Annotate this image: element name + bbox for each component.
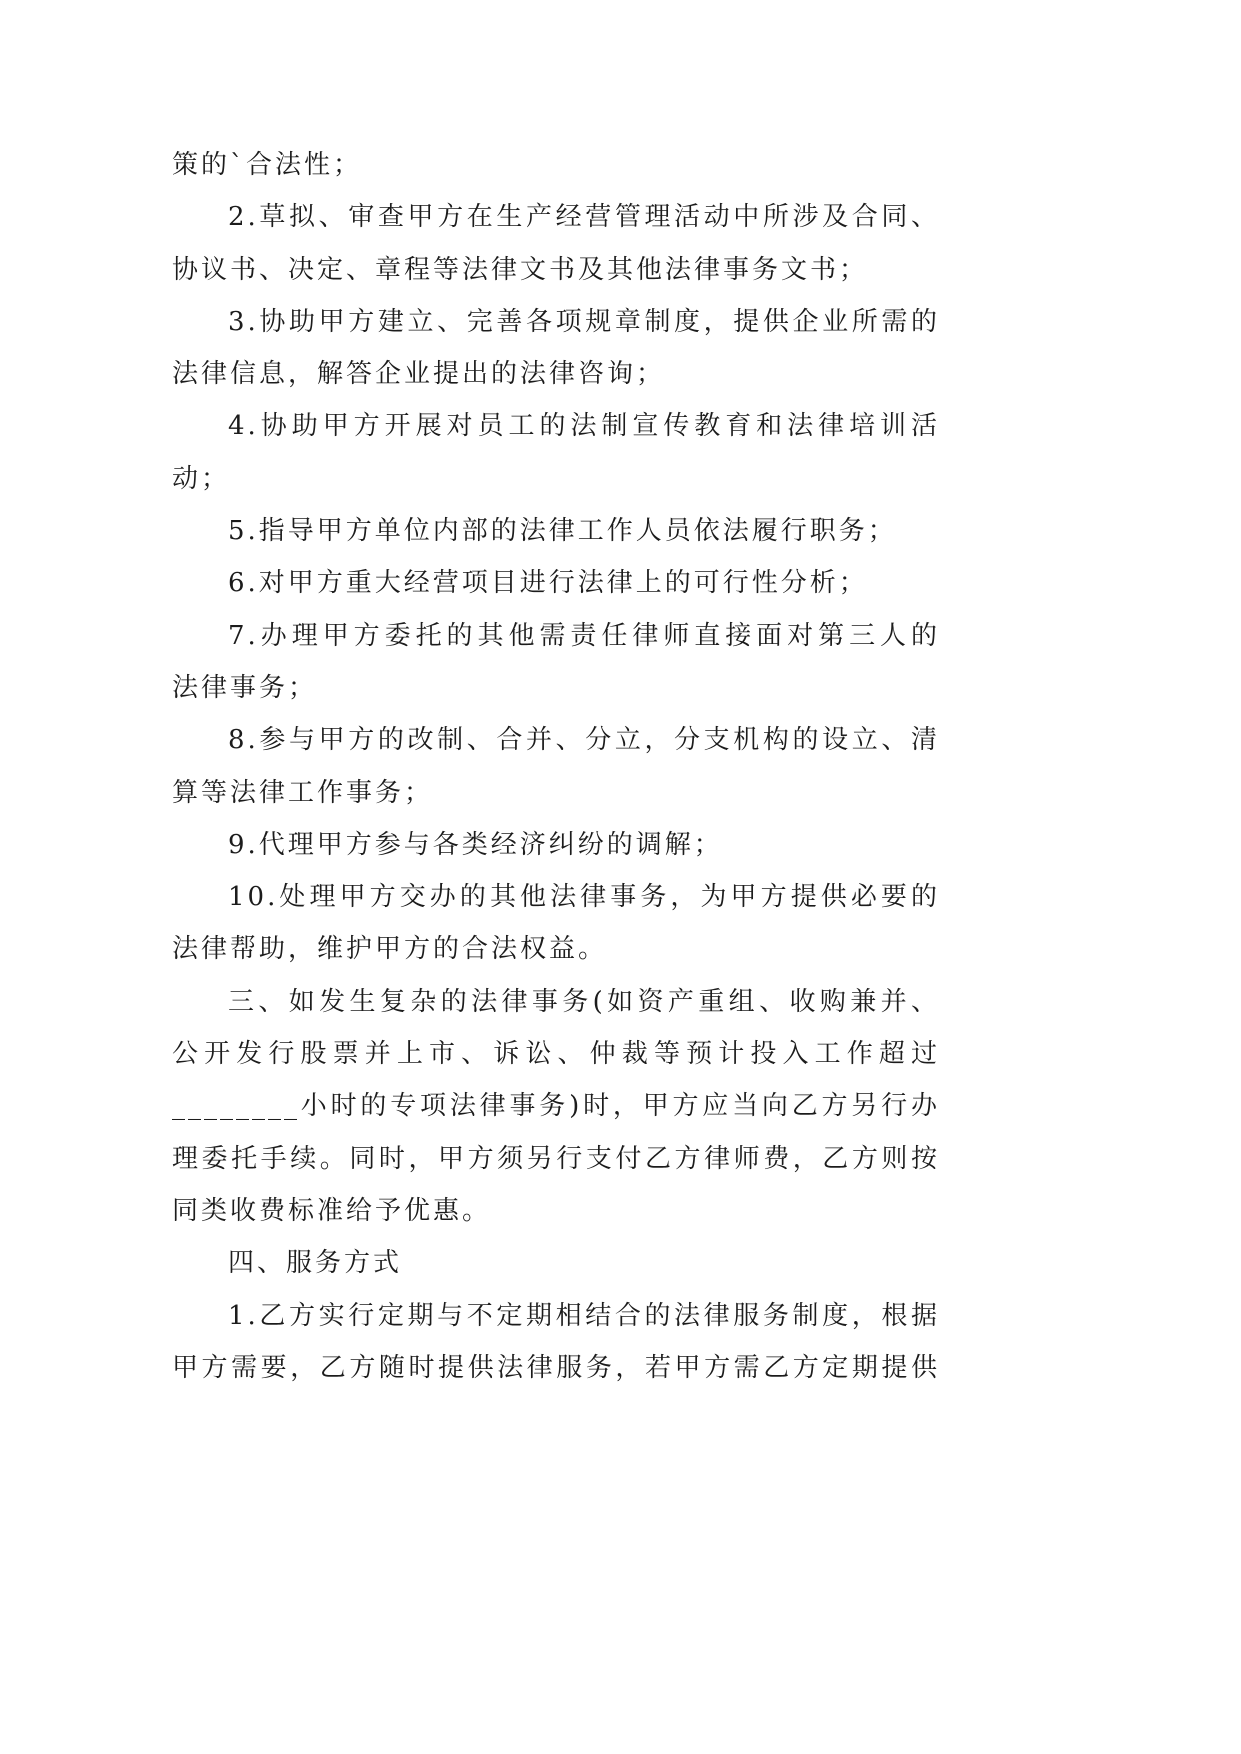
text-line: 3.协助甲方建立、完善各项规章制度，提供企业所需的: [228, 306, 940, 337]
text-line: 公开发行股票并上市、诉讼、仲裁等预计投入工作超过: [172, 1039, 940, 1070]
text-line: 7.办理甲方委托的其他需责任律师直接面对第三人的: [228, 620, 940, 651]
clause-item-8: [172, 714, 940, 819]
text-line: 5.指导甲方单位内部的法律工作人员依法履行职务；: [228, 516, 897, 547]
clause-item-6: [172, 557, 940, 609]
clause-item-4: [172, 400, 940, 505]
text-line: 三、如发生复杂的法律事务(如资产重组、收购兼并、: [228, 986, 940, 1017]
text-line: 策的`合法性；: [172, 150, 363, 180]
text-line: 理委托手续。同时，甲方须另行支付乙方律师费，乙方则按: [172, 1143, 940, 1174]
text-line: 4.协助甲方开展对员工的法制宣传教育和法律培训活: [228, 411, 940, 442]
section-three-paragraph: [172, 976, 940, 1237]
text-line: 法律信息，解答企业提出的法律咨询；: [172, 359, 666, 390]
clause-item-10: [172, 871, 940, 976]
clause-item-3: [172, 296, 940, 401]
text-line: 法律帮助，维护甲方的合法权益。: [172, 934, 608, 965]
clause-item-1: [172, 1290, 940, 1395]
continuation-paragraph: [172, 139, 940, 191]
text-line: ________小时的专项法律事务)时，甲方应当向乙方另行办: [172, 1091, 940, 1122]
text-line: 1.乙方实行定期与不定期相结合的法律服务制度，根据: [228, 1300, 940, 1331]
text-line: 法律事务；: [172, 672, 318, 703]
text-line: 10.处理甲方交办的其他法律事务，为甲方提供必要的: [228, 882, 940, 913]
clause-item-9: [172, 819, 940, 871]
section-four-heading: [172, 1237, 940, 1289]
text-line: 6.对甲方重大经营项目进行法律上的可行性分析；: [228, 568, 868, 599]
text-line: 四、服务方式: [228, 1248, 403, 1279]
text-line: 甲方需要，乙方随时提供法律服务，若甲方需乙方定期提供: [172, 1352, 940, 1383]
text-line: 2.草拟、审查甲方在生产经营管理活动中所涉及合同、: [228, 202, 940, 233]
document-body: [172, 139, 940, 1394]
text-line: 9.代理甲方参与各类经济纠纷的调解；: [228, 829, 723, 860]
text-line: 协议书、决定、章程等法律文书及其他法律事务文书；: [172, 254, 869, 285]
text-line: 8.参与甲方的改制、合并、分立，分支机构的设立、清: [228, 725, 940, 756]
text-line: 动；: [172, 463, 231, 494]
clause-item-7: [172, 610, 940, 715]
clause-item-2: [172, 191, 940, 296]
text-line: 同类收费标准给予优惠。: [172, 1195, 492, 1226]
clause-item-5: [172, 505, 940, 557]
text-line: 算等法律工作事务；: [172, 777, 434, 808]
